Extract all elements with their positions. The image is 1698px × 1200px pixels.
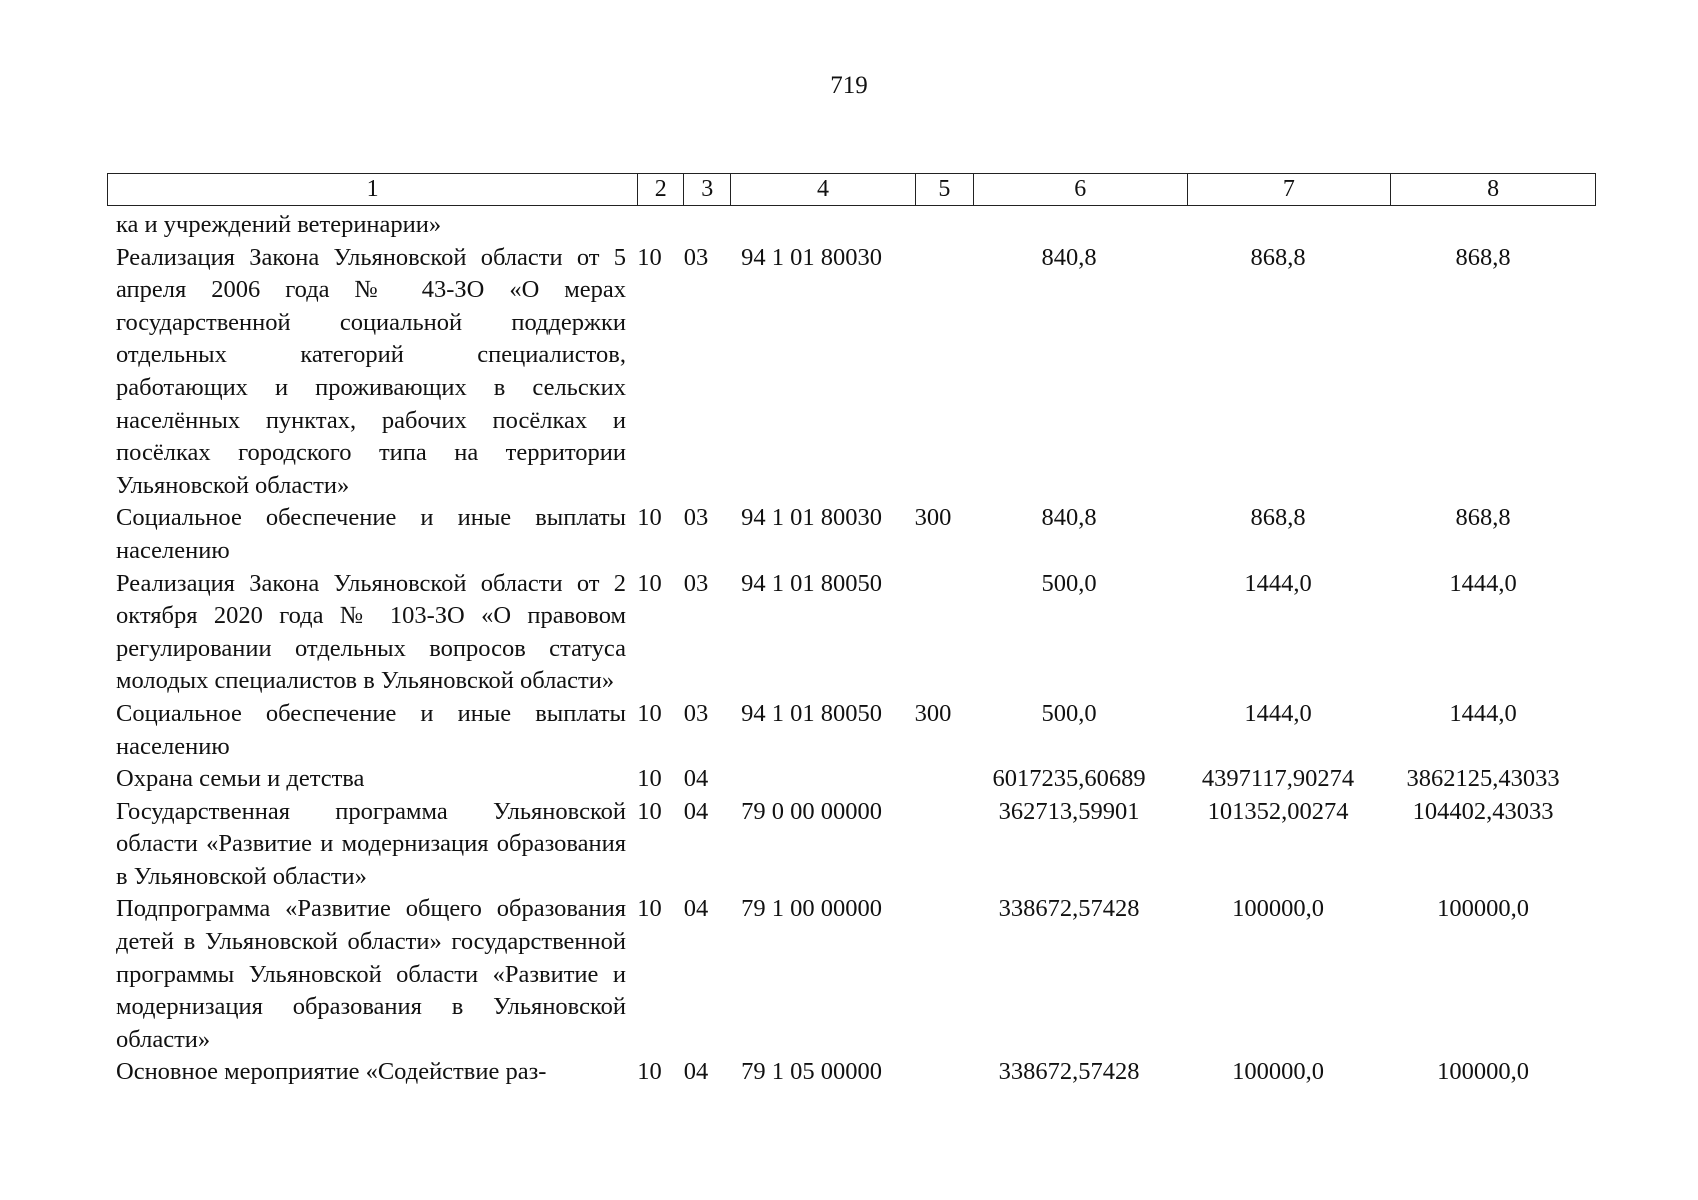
- row-expense-type: [904, 796, 962, 894]
- table-header: [107, 173, 1596, 206]
- row-section: 10: [637, 699, 662, 727]
- row-section: 10: [637, 765, 662, 793]
- row-target-code: [719, 763, 904, 796]
- row-section: 10: [637, 895, 662, 923]
- header-col-8: 8: [1390, 174, 1595, 205]
- row-section: 10: [637, 243, 662, 271]
- row-value-6: 338672,57428: [998, 895, 1140, 923]
- row-target-code: 94 1 01 80030: [741, 243, 882, 271]
- row-subsection: 04: [683, 895, 709, 923]
- row-value-7: [1176, 209, 1380, 242]
- row-target-code: 79 0 00 00000: [741, 797, 882, 825]
- row-value-8: 3862125,43033: [1406, 765, 1560, 793]
- table-row: [116, 209, 1596, 242]
- row-name: Реализация Закона Ульяновской области от 5 апреля 2006 года № 43-ЗО «О мерах государственной социальной поддержки отдельных категорий специалистов, работающих и проживающих в сельских населённых пунктах, рабочих посёлках и посёлках городского типа на территории Ульяновской области»: [116, 243, 626, 499]
- row-name: ка и учреждений ветеринарии»: [116, 211, 442, 238]
- row-section: 10: [637, 569, 662, 597]
- row-section: 10: [637, 797, 662, 825]
- row-value-6: 840,8: [1041, 243, 1097, 271]
- row-value-8: [1380, 209, 1586, 242]
- row-name: Основное мероприятие «Содействие раз-: [116, 1058, 547, 1086]
- row-value-6: 338672,57428: [998, 1058, 1140, 1086]
- row-value-7: 868,8: [1250, 243, 1306, 271]
- row-name: Реализация Закона Ульяновской области от 2 октября 2020 года № 103-ЗО «О правовом регулировании отдельных вопросов статуса молодых специалистов в Ульяновской области»: [116, 569, 626, 695]
- table-row: [116, 698, 1596, 763]
- table-body: [116, 209, 1596, 1089]
- row-value-8: 100000,0: [1437, 1058, 1529, 1086]
- row-value-7: 868,8: [1250, 504, 1306, 532]
- row-value-8: 868,8: [1455, 243, 1511, 271]
- header-col-1: 1: [366, 176, 379, 202]
- table-row: [116, 796, 1596, 894]
- row-target-code: 79 1 00 00000: [741, 895, 882, 923]
- row-subsection: 04: [683, 1058, 709, 1086]
- row-target-code: 94 1 01 80050: [741, 569, 882, 597]
- row-subsection: 04: [683, 797, 709, 825]
- row-name: Государственная программа Ульяновской области «Развитие и модернизация образования в Ульяновской области»: [116, 797, 626, 890]
- row-name: Подпрограмма «Развитие общего образования детей в Ульяновской области» государственной программы Ульяновской области «Развитие и модернизация образования в Ульяновской области»: [116, 895, 626, 1053]
- table-row: [116, 763, 1596, 796]
- row-subsection: 03: [683, 243, 709, 271]
- row-value-7: 1444,0: [1244, 569, 1312, 597]
- header-col-6: 6: [973, 174, 1187, 205]
- row-value-6: [962, 209, 1176, 242]
- row-value-8: 868,8: [1455, 504, 1511, 532]
- header-col-4: 4: [730, 174, 915, 205]
- table-row: [116, 1056, 1596, 1089]
- row-expense-type: [904, 763, 962, 796]
- header-col-7: 7: [1187, 174, 1391, 205]
- row-value-8: 100000,0: [1437, 895, 1529, 923]
- row-expense-type: 300: [914, 699, 952, 727]
- row-name: Охрана семьи и детства: [116, 765, 365, 793]
- row-subsection: 03: [683, 504, 709, 532]
- row-subsection: 03: [683, 569, 709, 597]
- row-section: 10: [637, 1058, 662, 1086]
- row-subsection: [673, 209, 719, 242]
- row-value-6: 500,0: [1041, 699, 1097, 727]
- row-target-code: 94 1 01 80050: [741, 699, 882, 727]
- row-section: 10: [637, 504, 662, 532]
- row-target-code: 79 1 05 00000: [741, 1058, 882, 1086]
- row-value-8: 1444,0: [1449, 569, 1517, 597]
- row-value-6: 362713,59901: [998, 797, 1140, 825]
- row-expense-type: [904, 242, 962, 503]
- table-row: [116, 568, 1596, 698]
- header-col-5: 5: [915, 174, 973, 205]
- table-row: [116, 502, 1596, 567]
- row-expense-type: 300: [914, 504, 952, 532]
- row-name: Социальное обеспечение и иные выплаты населению: [116, 699, 626, 760]
- row-subsection: 03: [683, 699, 709, 727]
- row-section: [626, 209, 673, 242]
- row-subsection: 04: [683, 765, 709, 793]
- row-value-7: 101352,00274: [1207, 797, 1349, 825]
- row-expense-type: [904, 568, 962, 698]
- row-value-8: 1444,0: [1449, 699, 1517, 727]
- row-value-6: 500,0: [1041, 569, 1097, 597]
- row-target-code: 94 1 01 80030: [741, 504, 882, 532]
- row-value-8: 104402,43033: [1412, 797, 1554, 825]
- row-value-7: 4397117,90274: [1201, 765, 1355, 793]
- row-value-7: 1444,0: [1244, 699, 1312, 727]
- row-value-6: 6017235,60689: [992, 765, 1146, 793]
- row-expense-type: [904, 209, 962, 242]
- row-value-7: 100000,0: [1232, 895, 1324, 923]
- row-expense-type: [904, 1056, 962, 1089]
- row-value-6: 840,8: [1041, 504, 1097, 532]
- table-row: [116, 893, 1596, 1056]
- header-col-2: 2: [637, 174, 683, 205]
- row-name: Социальное обеспечение и иные выплаты населению: [116, 504, 626, 564]
- row-value-7: 100000,0: [1232, 1058, 1324, 1086]
- table-row: [116, 242, 1596, 503]
- header-col-3: 3: [683, 174, 730, 205]
- page-number: 719: [830, 72, 868, 99]
- row-target-code: [719, 209, 904, 242]
- row-expense-type: [904, 893, 962, 1056]
